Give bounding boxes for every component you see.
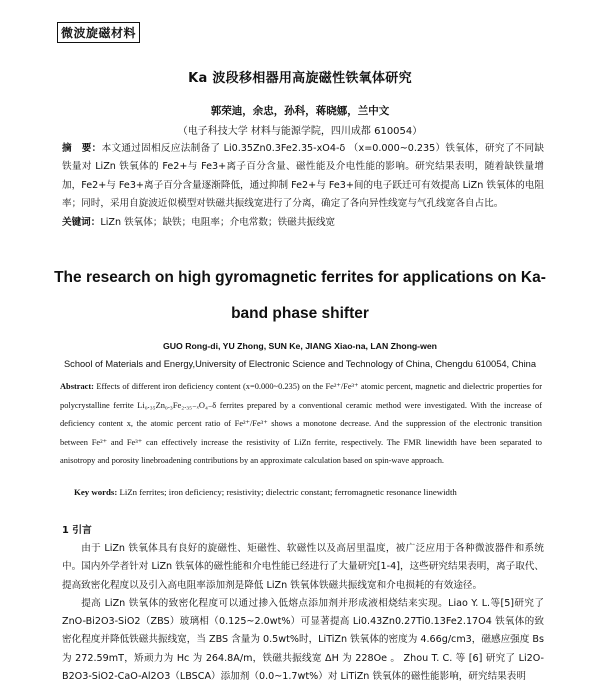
cn-keywords (62, 214, 544, 228)
en-abstract (60, 378, 542, 471)
cn-abstract (62, 140, 544, 214)
body-paragraph: 提高 LiZn 铁氧体的致密化程度可以通过掺入低熔点添加剂并形成液相烧结来实现。Liao Y. L.等[5]研究了 ZnO-Bi2O3-SiO2（ZBS）玻璃相（0.125~2.0wt%）可显著提高 Li0.43Zn0.27Ti0.13Fe2.17O4 铁氧体的致密化程度并降低铁磁共振线宽，当 ZBS 含量为 0.5wt%时，LiTiZn 铁氧体的密度为 4.66g/cm3，磁感应强度 Bs 为 272.59mT，矫顽力为 Hc 为 264.8A/m，铁磁共振线宽 ΔH 为 228Oe 。 Zhou T. C. 等 [6] 研究了 Li2O-B2O3-SiO2-CaO-Al2O3（LBSCA）添加剂（0.0~1.7wt%）对 LiTiZn 铁氧体的磁性能影响，研究结果表明 (62, 597, 544, 683)
en-title: The research on high gyromagnetic ferrites for applications on Ka-band phase shifter (54, 269, 546, 322)
cn-abstract-text: 本文通过固相反应法制备了 Li0.35Zn0.3Fe2.35-xO4-δ （x=0.000~0.235）铁氧体，研究了不同缺铁量对 LiZn 铁氧体的 Fe2+与 Fe3+离子百分含量、磁性能及介电性能的影响。研究结果表明，随着缺铁量增加，Fe2+与 Fe3+离子百分含量逐渐降低，通过抑制 Fe2+与 Fe3+间的电子跃迁可有效提高 LiZn 铁氧体的电阻率；同时，采用自旋波近似模型对铁磁共振线宽进行了分离，确定了各向异性线宽与气孔线宽各自占比。 (62, 143, 545, 210)
en-affiliation: School of Materials and Energy,University of Electronic Science and Technology of China, Chengdu 610054, China (63, 359, 536, 369)
body-text (62, 540, 544, 686)
en-keywords-text: LiZn ferrites; iron deficiency; resistivity; dielectric constant; ferromagnetic resonance linewidth (119, 487, 457, 497)
en-authors: GUO Rong-di, YU Zhong, SUN Ke, JIANG Xiao-na, LAN Zhong-wen (163, 341, 437, 351)
cn-authors: 郭荣迪，余忠，孙科，蒋晓娜，兰中文 (210, 105, 390, 117)
en-keywords-label: Key words: (74, 487, 118, 497)
cn-affiliation: （电子科技大学 材料与能源学院，四川成都 610054） (177, 126, 423, 137)
cn-keywords-label: 关键词： (62, 217, 101, 228)
cn-keywords-text: LiZn 铁氧体；缺铁；电阻率；介电常数；铁磁共振线宽 (100, 217, 336, 228)
body-paragraph: 由于 LiZn 铁氧体具有良好的旋磁性、矩磁性、软磁性以及高居里温度，被广泛应用于各种微波器件和系统中。国内外学者针对 LiZn 铁氧体的磁性能和介电性能已经进行了大量研究[1-4]，这些研究结果表明，离子取代、提高致密化程度以及引入高电阻率添加剂是降低 LiZn 铁氧体铁磁共振线宽和介电损耗的有效途径。 (62, 543, 544, 591)
en-keywords (74, 487, 544, 497)
section-heading-introduction: 1 引言 (62, 525, 92, 536)
en-abstract-text: Effects of different iron deficiency content (x=0.000~0.235) on the Fe²⁺/Fe³⁺ atomic percent, magnetic and dielectric properties for polycrystalline ferrite Li₀.₃₅Zn₀.₃Fe₂.₃₅₋ₓO₄₋δ ferrites prepared by a conventional ceramic method were investigated. With the increase of deficiency content x, the atomic percent ratio of Fe²⁺/Fe³⁺ shows a monotone decrease. And the suppression of the electronic transition between Fe²⁺ and Fe³⁺ can effectively increase the resistivity of LiZn ferrite, respectively. The FMR linewidth have been separated to anisotropy and porosity linebroadening contributions by an approximate calculation based on spin-wave approach. (60, 382, 542, 466)
section-tag: 微波旋磁材料 (57, 22, 140, 43)
cn-title: Ka 波段移相器用高旋磁性铁氧体研究 (188, 71, 412, 86)
cn-abstract-label: 摘 要： (62, 143, 102, 154)
en-abstract-label: Abstract: (60, 382, 94, 391)
